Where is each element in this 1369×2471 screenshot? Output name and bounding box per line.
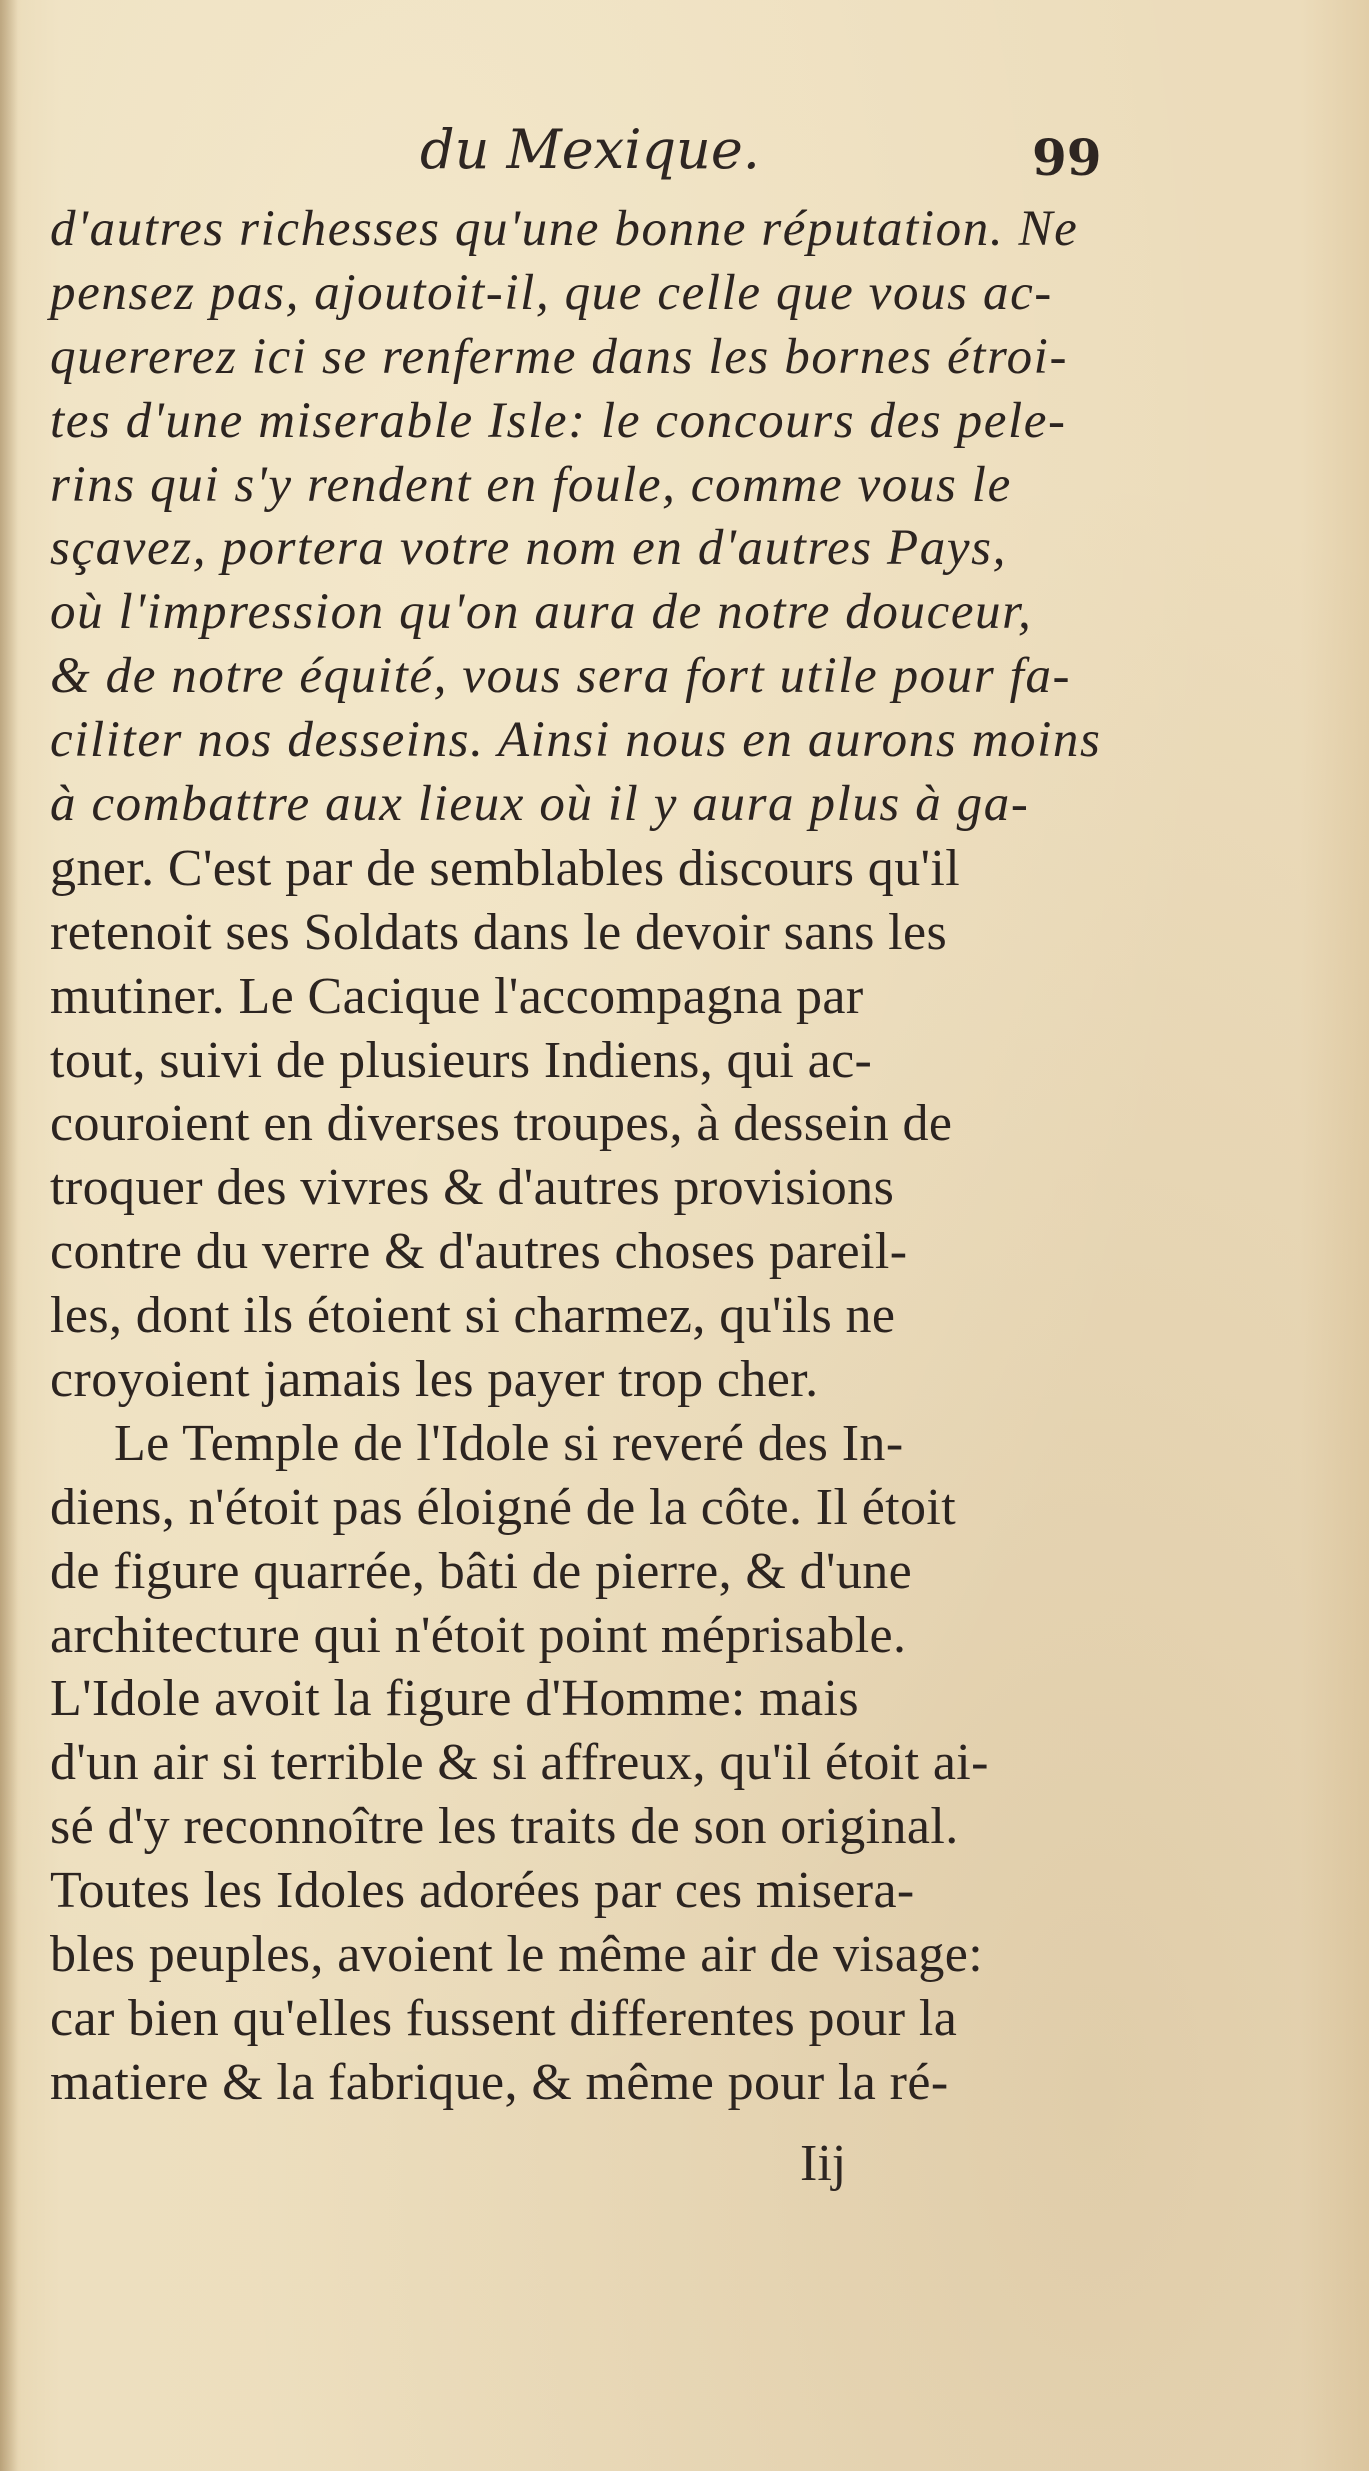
text-line: sçavez, portera votre nom en d'autres Pays, bbox=[50, 520, 1007, 577]
text-line: matiere & la fabrique, & même pour la ré- bbox=[50, 2053, 949, 2111]
text-line: d'autres richesses qu'une bonne réputation. Ne bbox=[50, 201, 1079, 257]
text-line: diens, n'étoit pas éloigné de la côte. Il étoit bbox=[50, 1478, 957, 1536]
text-line: L'Idole avoit la figure d'Homme: mais bbox=[50, 1670, 859, 1728]
text-line: pensez pas, ajoutoit-il, que celle que vous ac- bbox=[50, 264, 1053, 321]
body-text bbox=[50, 198, 1120, 2115]
paragraph-start-line: Le Temple de l'Idole si reveré des In- bbox=[114, 1414, 904, 1472]
text-line: Toutes les Idoles adorées par ces misera- bbox=[50, 1862, 915, 1920]
gutter-shadow bbox=[0, 0, 18, 2471]
page-number: 99 bbox=[1032, 128, 1102, 187]
text-line: d'un air si terrible & si affreux, qu'il étoit ai- bbox=[50, 1734, 989, 1792]
text-line: architecture qui n'étoit point méprisable. bbox=[50, 1606, 907, 1664]
text-line: de figure quarrée, bâti de pierre, & d'une bbox=[50, 1542, 913, 1600]
text-line: tout, suivi de plusieurs Indiens, qui ac- bbox=[50, 1031, 873, 1089]
running-head: du Mexique. bbox=[420, 118, 760, 181]
text-line: & de notre équité, vous sera fort utile pour fa- bbox=[50, 648, 1072, 705]
text-line: gner. C'est par de semblables discours qu'il bbox=[50, 839, 961, 897]
text-line: sé d'y reconnoître les traits de son original. bbox=[50, 1798, 959, 1856]
text-line: tes d'une miserable Isle: le concours des pele- bbox=[50, 392, 1067, 449]
text-line: ciliter nos desseins. Ainsi nous en aurons moins bbox=[50, 712, 1102, 769]
text-line: retenoit ses Soldats dans le devoir sans les bbox=[50, 903, 948, 961]
text-line: car bien qu'elles fussent differentes pour la bbox=[50, 1989, 958, 2047]
text-line: couroient en diverses troupes, à dessein de bbox=[50, 1095, 953, 1153]
text-line: les, dont ils étoient si charmez, qu'ils ne bbox=[50, 1287, 896, 1345]
text-line: à combattre aux lieux où il y aura plus à ga- bbox=[50, 776, 1030, 833]
text-line: croyoient jamais les payer trop cher. bbox=[50, 1351, 819, 1409]
text-line: quererez ici se renferme dans les bornes étroi- bbox=[50, 328, 1069, 385]
text-line: contre du verre & d'autres choses pareil- bbox=[50, 1223, 908, 1281]
text-line: rins qui s'y rendent en foule, comme vous le bbox=[50, 456, 1012, 513]
text-line: mutiner. Le Cacique l'accompagna par bbox=[50, 967, 864, 1025]
text-line: troquer des vivres & d'autres provisions bbox=[50, 1159, 895, 1217]
text-line: où l'impression qu'on aura de notre douceur, bbox=[50, 584, 1033, 641]
text-line: bles peuples, avoient le même air de visage: bbox=[50, 1926, 984, 1984]
signature-mark: Iij bbox=[800, 2135, 847, 2192]
